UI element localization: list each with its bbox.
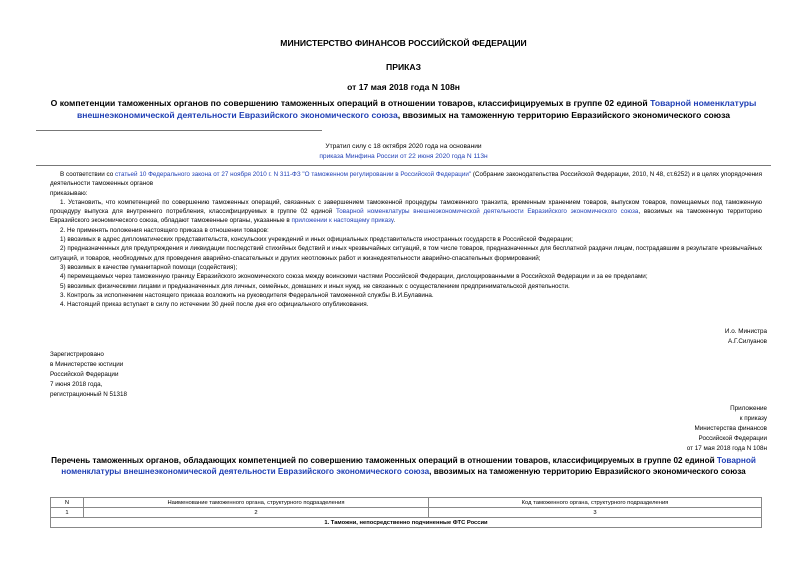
appendix-line: Российской Федерации: [698, 435, 767, 442]
paragraph: [50, 170, 762, 189]
appendix-line: Приложение: [730, 405, 767, 412]
order-title-text-1: О компетенции таможенных органов по совершению таможенных операций в отношении товаров, классифицируемых в группе 02 единой: [50, 98, 651, 108]
registration-line: в Министерстве юстиции: [50, 361, 124, 368]
paragraph: 5) ввозимых физическими лицами и предназначенных для личных, семейных, домашних и иных нужд, не связанных с осуществлением предпринимательской деятельности.: [60, 282, 570, 290]
appendix-title: [40, 455, 767, 477]
registration-block: [50, 350, 127, 400]
lost-force-link[interactable]: приказа Минфина России от 22 июня 2020 года N 113н: [319, 153, 488, 160]
paragraph: 1) ввозимых в адрес дипломатических представительств, консульских учреждений и иных официальных представительств иностранных государств в Российской Федерации;: [60, 236, 573, 244]
paragraph: [50, 198, 762, 226]
table-section-row: [51, 518, 762, 528]
paragraph-text: .: [393, 217, 396, 225]
appendix-title-text-2: , ввозимых на таможенную территорию Евразийского экономического союза: [429, 467, 746, 476]
order-body: [50, 170, 762, 309]
appendix-link[interactable]: приложении к настоящему приказу: [291, 217, 394, 225]
signer-position: И.о. Министра: [724, 328, 767, 335]
appendix-title-text-1: Перечень таможенных органов, обладающих компетенцией по совершению таможенных операций в отношении товаров, классифицируемых в группе 02 единой: [51, 456, 717, 465]
paragraph: 2) предназначенных для предупреждения и ликвидации последствий стихийных бедствий и иных чрезвычайных ситуаций, в том числе товаров, предназначенных для бесплатной раздачи лицам, пострадавшим в результате чрезвычайных ситуаций, и товаров, необходимых для проведения аварийно-спасательных и других неотложных работ и жизнедеятельности аварийно-спасательных формирований;: [50, 245, 762, 262]
paragraph: 3. Контроль за исполнением настоящего приказа возложить на руководителя Федеральной таможенной службы В.И.Булавина.: [60, 291, 434, 299]
divider-line: [36, 165, 771, 166]
table-section-cell: 1. Таможни, непосредственно подчиненные ФТС России: [51, 518, 762, 528]
tnved-link[interactable]: Товарной номенклатуры внешнеэкономической деятельности Евразийского экономического союза: [76, 98, 757, 120]
table-row: [51, 508, 762, 518]
paragraph-text: , ввозимых на таможенную территорию Евразийского экономического союза, обладают таможенные органы, указанные в: [50, 208, 763, 225]
paragraph-text: (Собрание законодательства Российской Федерации, 2010, N 48, ст.6252) и в целях упорядочения деятельности таможенных органов: [50, 171, 762, 188]
appendix-line: от 17 мая 2018 года N 108н: [686, 445, 767, 452]
customs-table: [50, 497, 762, 528]
table-header-row: [51, 498, 762, 508]
document-type-heading: ПРИКАЗ: [386, 62, 421, 72]
appendix-line: к приказу: [739, 415, 767, 422]
ministry-heading: МИНИСТЕРСТВО ФИНАНСОВ РОССИЙСКОЙ ФЕДЕРАЦИИ: [280, 38, 527, 48]
paragraph-text: 1. Установить, что компетенцией по совершению таможенных операций, связанных с завершением таможенной процедуры таможенного транзита, временным хранением товаров, выпуском товаров, помещаемых под таможенную процедуру выпуска для внутреннего потребления, классифицируемых в группе 02 единой: [50, 198, 762, 216]
lost-force-note: Утратил силу с 18 октября 2020 года на основании: [325, 143, 482, 150]
order-date-number: от 17 мая 2018 года N 108н: [347, 82, 460, 92]
registration-line: регистрационный N 51318: [50, 391, 128, 398]
signer-name: А.Г.Силуанов: [728, 338, 767, 345]
tnved-link[interactable]: Товарной номенклатуры внешнеэкономической деятельности Евразийского экономического союза: [335, 208, 639, 216]
paragraph: 4) перемещаемых через таможенную границу Евразийского экономического союза между воинскими частями Российской Федерации, дислоцированными в Российской Федерации и за ее пределами;: [60, 273, 648, 281]
table-header-cell: N: [51, 498, 84, 508]
table-header-cell: Код таможенного органа, структурного подразделения: [429, 498, 762, 508]
paragraph: 3) ввозимых в качестве гуманитарной помощи (содействия);: [60, 263, 238, 271]
paragraph: приказываю:: [50, 189, 88, 197]
table-cell: 3: [429, 508, 762, 518]
divider-line: [36, 130, 322, 131]
signature-block: [725, 327, 767, 347]
paragraph-text: В соответствии со: [60, 171, 116, 178]
table-cell: 1: [51, 508, 84, 518]
appendix-line: Министерства финансов: [694, 425, 767, 432]
registration-line: Зарегистрировано: [50, 351, 104, 358]
order-title: [50, 97, 757, 121]
federal-law-link[interactable]: статьей 10 Федерального закона от 27 ноября 2010 г. N 311-ФЗ "О таможенном регулировании в Российской Федерации": [115, 171, 472, 178]
registration-line: 7 июня 2018 года,: [50, 381, 103, 388]
table-header-cell: Наименование таможенного органа, структурного подразделения: [84, 498, 429, 508]
appendix-header: [687, 404, 767, 454]
tnved-link[interactable]: Товарной номенклатуры внешнеэкономической деятельности Евразийского экономического союза: [61, 456, 756, 476]
order-title-text-2: , ввозимых на таможенную территорию Евразийского экономического союза: [397, 110, 731, 120]
paragraph: 2. Не применять положения настоящего приказа в отношении товаров:: [60, 226, 269, 234]
paragraph: 4. Настоящий приказ вступает в силу по истечении 30 дней после дня его официального опубликования.: [60, 301, 369, 309]
registration-line: Российской Федерации: [50, 371, 119, 378]
table-cell: 2: [84, 508, 429, 518]
